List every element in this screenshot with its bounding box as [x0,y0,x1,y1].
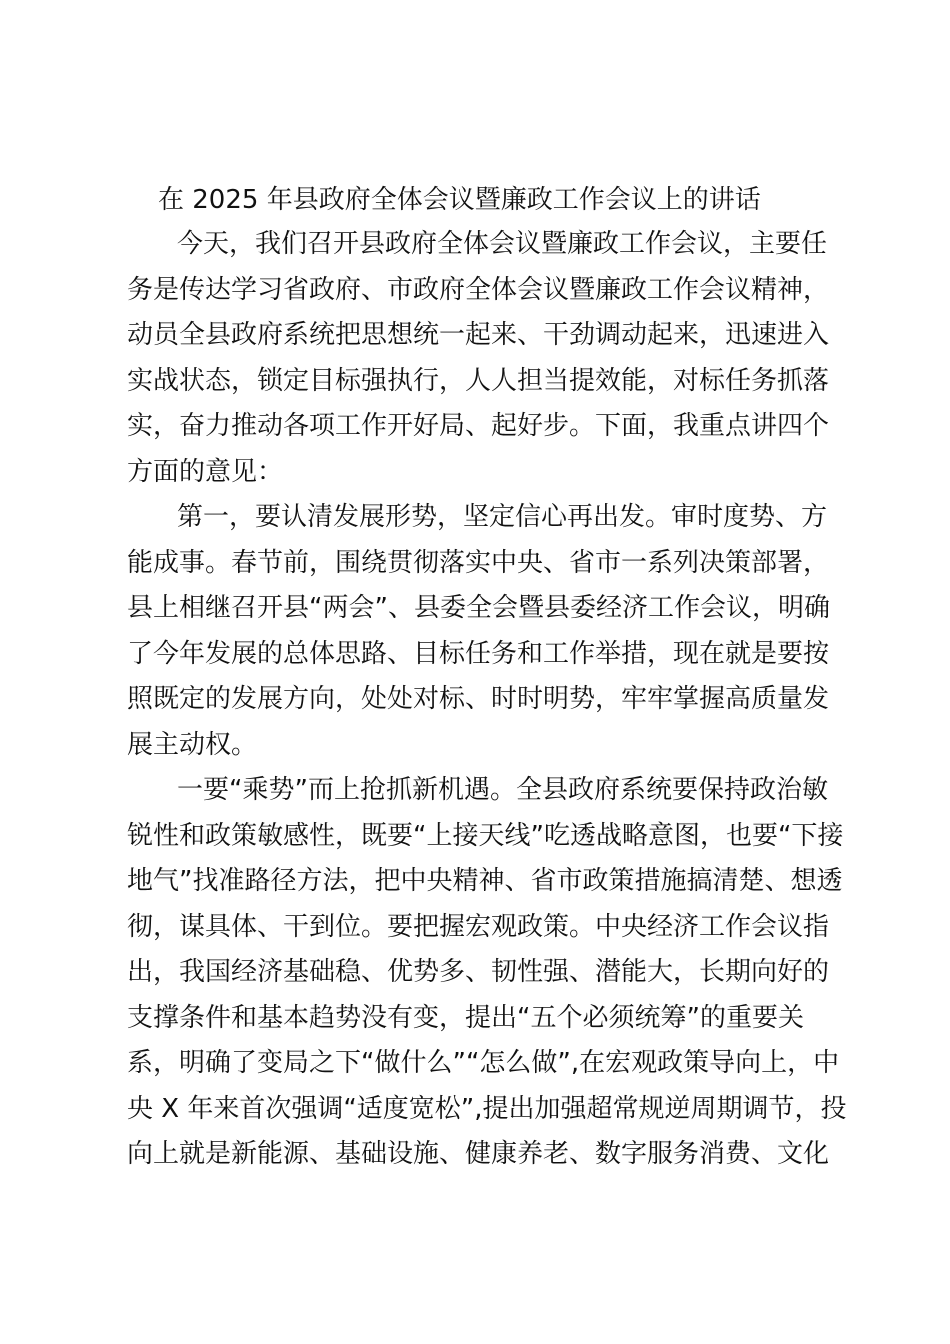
document-body [127,222,847,1178]
paragraph-1-line: 实，奋力推动各项工作开好局、起好步。下面，我重点讲四个 [127,411,830,441]
paragraph-3-line: 央 X 年来首次强调“适度宽松”,提出加强超常规逆周期调节，投 [127,1093,847,1124]
paragraph-1-line: 今天，我们召开县政府全体会议暨廉政工作会议，主要任 [177,229,828,259]
paragraph-3-line: 一要“乘势”而上抢抓新机遇。全县政府系统要保持政治敏 [177,775,828,805]
paragraph-2-line: 能成事。春节前，围绕贯彻落实中央、省市一系列决策部署， [127,547,830,578]
paragraph-1-line: 方面的意见： [127,456,284,487]
paragraph-3-line: 出，我国经济基础稳、优势多、韧性强、潜能大，长期向好的 [127,957,830,987]
document-title: 在 2025 年县政府全体会议暨廉政工作会议上的讲话 [158,185,761,215]
paragraph-3-line: 系，明确了变局之下“做什么”“怎么做”,在宏观政策导向上，中 [127,1048,840,1078]
paragraph-2-line: 照既定的发展方向，处处对标、时时明势，牢牢掌握高质量发 [127,684,830,714]
paragraph-2-line: 县上相继召开县“两会”、县委全会暨县委经济工作会议，明确 [127,593,830,623]
paragraph-1-line: 实战状态，锁定目标强执行，人人担当提效能，对标任务抓落 [127,365,830,396]
paragraph-1-line: 务是传达学习省政府、市政府全体会议暨廉政工作会议精神， [127,274,830,305]
paragraph-1-line: 动员全县政府系统把思想统一起来、干劲调动起来，迅速进入 [127,320,830,350]
paragraph-3-line: 彻，谋具体、干到位。要把握宏观政策。中央经济工作会议指 [127,911,830,942]
paragraph-2-line: 展主动权。 [127,729,258,760]
paragraph-2-line: 了今年发展的总体思路、目标任务和工作举措，现在就是要按 [127,638,830,669]
paragraph-3-line: 锐性和政策敏感性，既要“上接天线”吃透战略意图，也要“下接 [127,820,844,851]
paragraph-3-line: 支撑条件和基本趋势没有变，提出“五个必须统筹”的重要关 [127,1002,804,1033]
paragraph-2-line: 第一，要认清发展形势，坚定信心再出发。审时度势、方 [177,502,828,532]
paragraph-3-line: 向上就是新能源、基础设施、健康养老、数字服务消费、文化 [127,1139,830,1169]
paragraph-3-line: 地气”找准路径方法，把中央精神、省市政策措施搞清楚、想透 [127,866,843,896]
